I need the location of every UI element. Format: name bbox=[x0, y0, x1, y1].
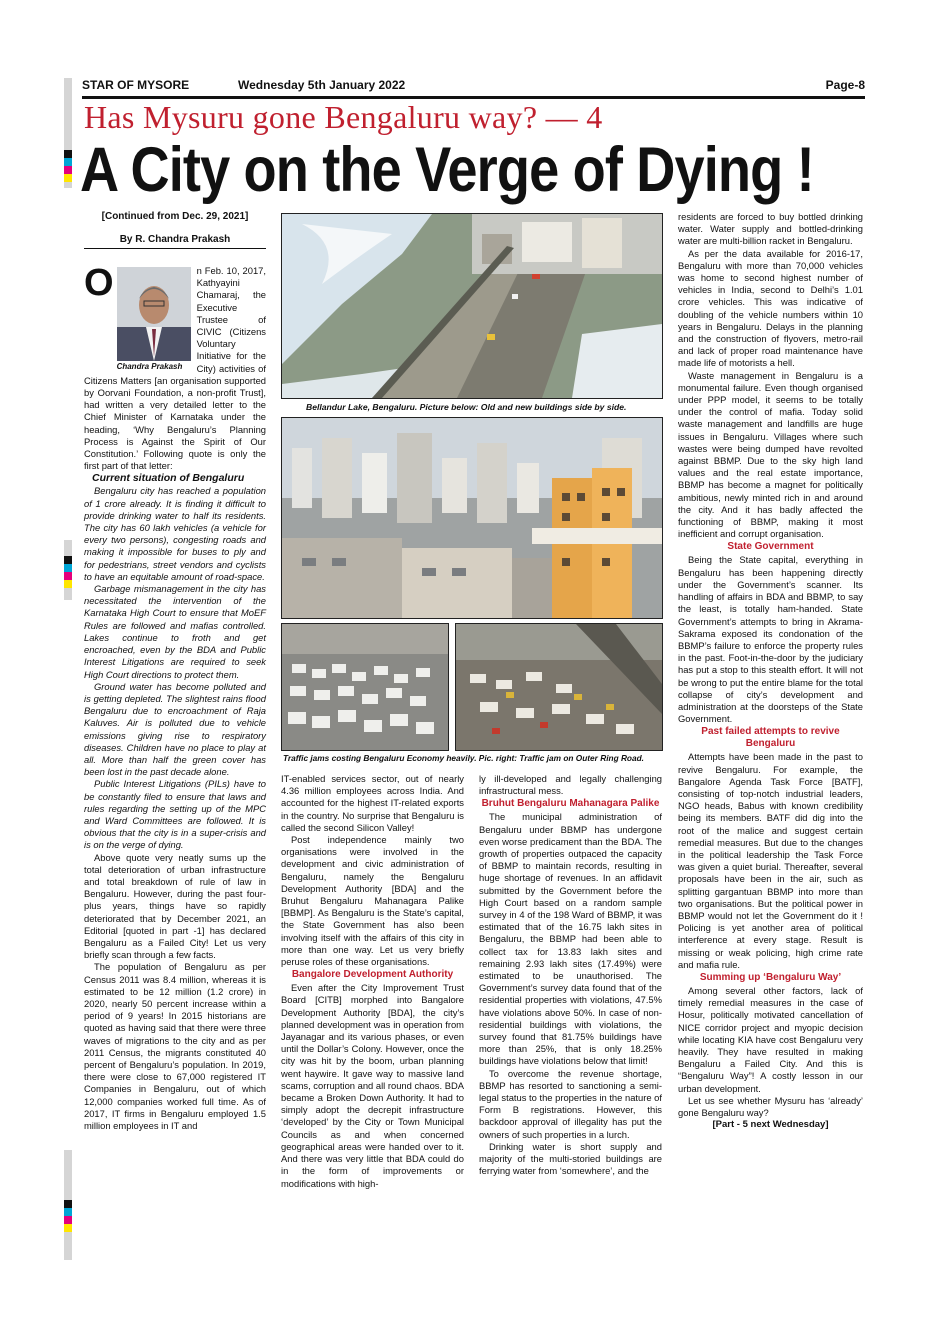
next-part-note: [Part - 5 next Wednesday] bbox=[712, 1119, 829, 1131]
continued-note: [Continued from Dec. 29, 2021] bbox=[101, 211, 249, 222]
bellandur-lake-image bbox=[282, 214, 662, 398]
lake-caption: Bellandur Lake, Bengaluru. Picture below: Old and new buildings side by side. bbox=[306, 402, 627, 412]
outer-ring-road-image bbox=[456, 624, 662, 750]
column-1-body bbox=[84, 262, 266, 1132]
subhead-current-situation: Current situation of Bengaluru bbox=[92, 472, 245, 485]
body-paragraph: Drinking water is short supply and majority of the multi-storied buildings are ferrying water from ‘somewhere’, and the bbox=[479, 1140, 662, 1177]
body-paragraph: Attempts have been made in the past to revive Bengaluru. For example, the Bangalore Agenda Task Force [BATF], consisting of top-notch industrial leaders, NGO heads, Babus with known credibility being its members. BATF did dig into the root of the malice and suggest certain remedial measures. But due to the changes in the political leadership the Task Force was given a quiet burial. Thereafter, several proposals have been in the air, such as splitting gargantuan BBMP into more than two organisations. But the political power in BBMP would not let the Government do it ! Policing is yet another area of political interference at every stage. Result is missing or weak policing, high crime rate and mafia rule. bbox=[678, 751, 863, 970]
subhead-past-attempts: Past failed attempts to revive Bengaluru bbox=[701, 726, 840, 750]
column-3 bbox=[479, 773, 662, 1178]
body-paragraph: Post independence mainly two organisations were involved in the development and civic administration of Bengaluru, namely the Bengaluru Development Authority [BDA] and the Bruhut Bengaluru Mahanagara Palike [BBMP]. As Bengaluru is the State’s capital, the State Government has also been involving itself with the affairs of this city in more than one way. Let us very briefly peruse roles of these organisations. bbox=[281, 834, 464, 968]
color-mark-magenta bbox=[64, 1216, 72, 1224]
color-mark-yellow bbox=[64, 1224, 72, 1232]
column-4 bbox=[678, 211, 863, 1131]
column-2 bbox=[281, 773, 464, 1190]
subhead-summing-up: Summing up ‘Bengaluru Way’ bbox=[699, 971, 842, 983]
body-paragraph: To overcome the revenue shortage, BBMP has resorted to sanctioning a semi-legal status to the properties in the nature of Form B registrations. However, this backdoor approval of illegality has put the owners of such properties in a lurch. bbox=[479, 1067, 662, 1140]
color-mark-black bbox=[64, 150, 72, 158]
subhead-bda: Bangalore Development Authority bbox=[291, 969, 454, 981]
traffic-photo-right bbox=[455, 623, 663, 751]
buildings-image bbox=[282, 418, 662, 618]
buildings-photo bbox=[281, 417, 663, 619]
headline: A City on the Verge of Dying ! bbox=[80, 135, 814, 205]
body-paragraph: Waste management in Bengaluru is a monumental failure. Even though organised under PPP model, it seems to be totally under the control of mafia. Today solid waste management and landfills are huge issues in Bengaluru. Villages where such wastes were being dumped have revolted against BBMP. Due to the sky high land values and the real estate importance, BBMP has become a magnet for politically ambitious, newly minted rich in and around the city. And it has badly affected the functioning of BBMP, making it most inefficient and corrupt organisation. bbox=[678, 369, 863, 540]
author-portrait bbox=[116, 267, 191, 371]
body-paragraph: Let us see whether Mysuru has ‘already’ gone Bengaluru way? bbox=[678, 1094, 863, 1119]
intro-paragraph: n Feb. 10, 2017, Kathyayini Chamaraj, the Executive Trustee of CIVIC (Citizens Voluntary Initiative for the City) activities of Citizens Matters [an organisation supported by Oorvani Foundation, a non-profit Trust], had written a very detailed letter to the Chief Minister of Karnataka under the heading, ‘Why Bengaluru’s Planning Process is Against the Spirit of Our Constitution.’ Following quote is only the first part of that letter: bbox=[84, 265, 266, 472]
color-mark-yellow bbox=[64, 580, 72, 588]
quote-paragraph: Garbage mismanagement in the city has necessitated the intervention of the Karnataka High Court to ensure that MoEF Rules are followed and mafias controlled. Lakes continue to froth and get encroached, even by the BDA and Public Interest Litigations are required to seek High Court directions to protect them. bbox=[84, 583, 266, 680]
body-paragraph: Among several other factors, lack of timely remedial measures in the case of Hosur, politically motivated cancellation of NICE corridor project and myopic decision while locating KIA have cost Bengaluru very heavily. They have resulted in making Bengaluru a Failed City. And this is “Bengaluru Way”! A costly lesson in our urban development. bbox=[678, 984, 863, 1094]
color-mark-cyan bbox=[64, 1208, 72, 1216]
color-mark-black bbox=[64, 1200, 72, 1208]
series-kicker: Has Mysuru gone Bengaluru way? — 4 bbox=[84, 99, 603, 135]
subhead-state-government: State Government bbox=[727, 541, 814, 553]
color-mark-cyan bbox=[64, 564, 72, 572]
portrait-caption: Chandra Prakash bbox=[116, 361, 183, 371]
body-paragraph: The municipal administration of Bengaluru under BBMP has undergone even worse predicament than the BDA. The growth of properties outpaced the capacity of BBMP to maintain records, resulting in huge shortage of revenues. In an affidavit submitted by the Government before the High Court based on a random sample survey in 4 of the 198 Ward of BBMP, it was estimated that of the 16.75 lakh sites in Bengaluru, the BBMP had been able to collect tax for 13.83 lakh sites and remaining 2.93 lakh sites (17.49%) were estimated to be unauthorised. The Government’s survey data found that of the residential properties with violations, 47.5% have violations above 50%. In case of non-residential buildings with violations, the survey found that 81.75% buildings have more than 25%, that is only 18.25% buildings have violations below that limit! bbox=[479, 811, 662, 1067]
color-mark-cyan bbox=[64, 158, 72, 166]
body-paragraph: Even after the City Improvement Trust Board [CITB] morphed into Bangalore Development Authority [BDA], the city’s planned development was in operation from Jayanagar and its various phases, or even until the Dollar’s Colony. However, once the city was hit by the boom, urban planning went haywire. It gave way to massive land scams, corruption and all round chaos. BDA became a Broken Down Authority. It had to simply adopt the decrepit infrastructure ‘developed’ by the City or Town Municipal Councils as and when concerned geographical areas were handed over to it. And there was very little that BDA could do in the form of improvements or modifications with high- bbox=[281, 982, 464, 1189]
body-paragraph: IT-enabled services sector, out of nearly 4.36 million employees across India. And accounted for the highest IT-related exports in the country. No surprise that Bengaluru is called the second Silicon Valley! bbox=[281, 773, 464, 833]
author-photo bbox=[117, 267, 191, 361]
subhead-bbmp: Bruhut Bengaluru Mahanagara Palike bbox=[481, 798, 660, 810]
traffic-jam-image bbox=[282, 624, 448, 750]
color-mark-magenta bbox=[64, 572, 72, 580]
body-paragraph: residents are forced to buy bottled drinking water. Water supply and bottled-drinking water are multi-billion racket in Bengaluru. bbox=[678, 211, 863, 247]
quote-paragraph: Bengaluru city has reached a population of 1 crore already. It is finding it difficult to provide drinking water to half its residents. The city has 60 lakh vehicles (a vehicle for every two persons), congesting roads and making it impossible for buses to ply and for pedestrians, street vendors and cyclists to have an equitable amount of road-space. bbox=[84, 485, 266, 582]
page-number: Page-8 bbox=[825, 78, 865, 92]
body-paragraph: The population of Bengaluru as per Census 2011 was 8.4 million, whereas it is estimated to be 12 million (1.2 crore) in 2020, nearly 50 percent increase within a period of 9 years! In 2015 historians are quoted as having said that there were three waves of migrations to the city and as per 2011 Census, the migrants constituted 40 percent of Bengaluru’s population. In 2019, there were close to 67,000 registered IT Companies in Bengaluru, out of which 12,000 companies worked full time. As of 2017, IT firms in Bengaluru employed 1.5 million employees in IT and bbox=[84, 961, 266, 1132]
traffic-photo-left bbox=[281, 623, 449, 751]
paper-name: STAR OF MYSORE bbox=[82, 78, 190, 92]
quote-paragraph: Public Interest Litigations (PILs) have to be constantly filed to ensure that laws and rules regarding the setting up of the MPC and Ward Committees are followed. It is obvious that the city is in a super-crisis and is on the verge of dying. bbox=[84, 778, 266, 851]
color-mark-magenta bbox=[64, 166, 72, 174]
body-paragraph: Above quote very neatly sums up the total deterioration of urban infrastructure and total breakdown of rule of law in Bengaluru. However, during the past four-plus years, things have so rapidly deteriorated that by December 2021, an Editorial [quoted in part -1] has declared Bengaluru as a Failed City! Let us very briefly scan through a few facts. bbox=[84, 851, 266, 961]
traffic-caption: Traffic jams costing Bengaluru Economy heavily. Pic. right: Traffic jam on Outer Ring Road. bbox=[283, 753, 644, 763]
lake-photo bbox=[281, 213, 663, 399]
body-paragraph: As per the data available for 2016-17, Bengaluru with more than 70,000 vehicles was home to second highest number of vehicles in India, second to Delhi’s 1.01 crore vehicles. This was indicative of doubling of the vehicle numbers within 10 years in Bengaluru. Delays in the planning and the construction of flyovers, metro-rail and lack of proper road maintenance have made life of motorists a hell. bbox=[678, 247, 863, 369]
column-1 bbox=[84, 211, 266, 249]
byline: By R. Chandra Prakash bbox=[84, 234, 266, 249]
drop-cap: O bbox=[84, 262, 114, 304]
page-header bbox=[82, 76, 865, 99]
quote-paragraph: Ground water has become polluted and is getting depleted. The slightest rains flood Bengaluru due to encroachment of Raja Kaluves. Air is polluted due to vehicle emissions giving rise to respiratory diseases. Children have no place to play at all. More than half the green cover has been lost in the past decade alone. bbox=[84, 680, 266, 778]
color-mark-black bbox=[64, 556, 72, 564]
issue-date: Wednesday 5th January 2022 bbox=[238, 78, 406, 92]
body-paragraph: ly ill-developed and legally challenging infrastructural mess. bbox=[479, 773, 662, 797]
body-paragraph: Being the State capital, everything in Bengaluru has been happening directly under the Government’s scanner. Its handling of affairs in BDA and BBMP, to say the least, is totally ham-handed. State Government’s attempts to bring in Akrama-Sakrama exposed its condonation of the BBMP’s failure to enforce the property rules in the past. Foot-in-the-door by the judiciary has put a stop to this stealth effort. It will not be wrong to put the entire blame for the total collapse of city’s development and administration at the doorsteps of the State Government. bbox=[678, 554, 863, 725]
color-mark-yellow bbox=[64, 174, 72, 182]
